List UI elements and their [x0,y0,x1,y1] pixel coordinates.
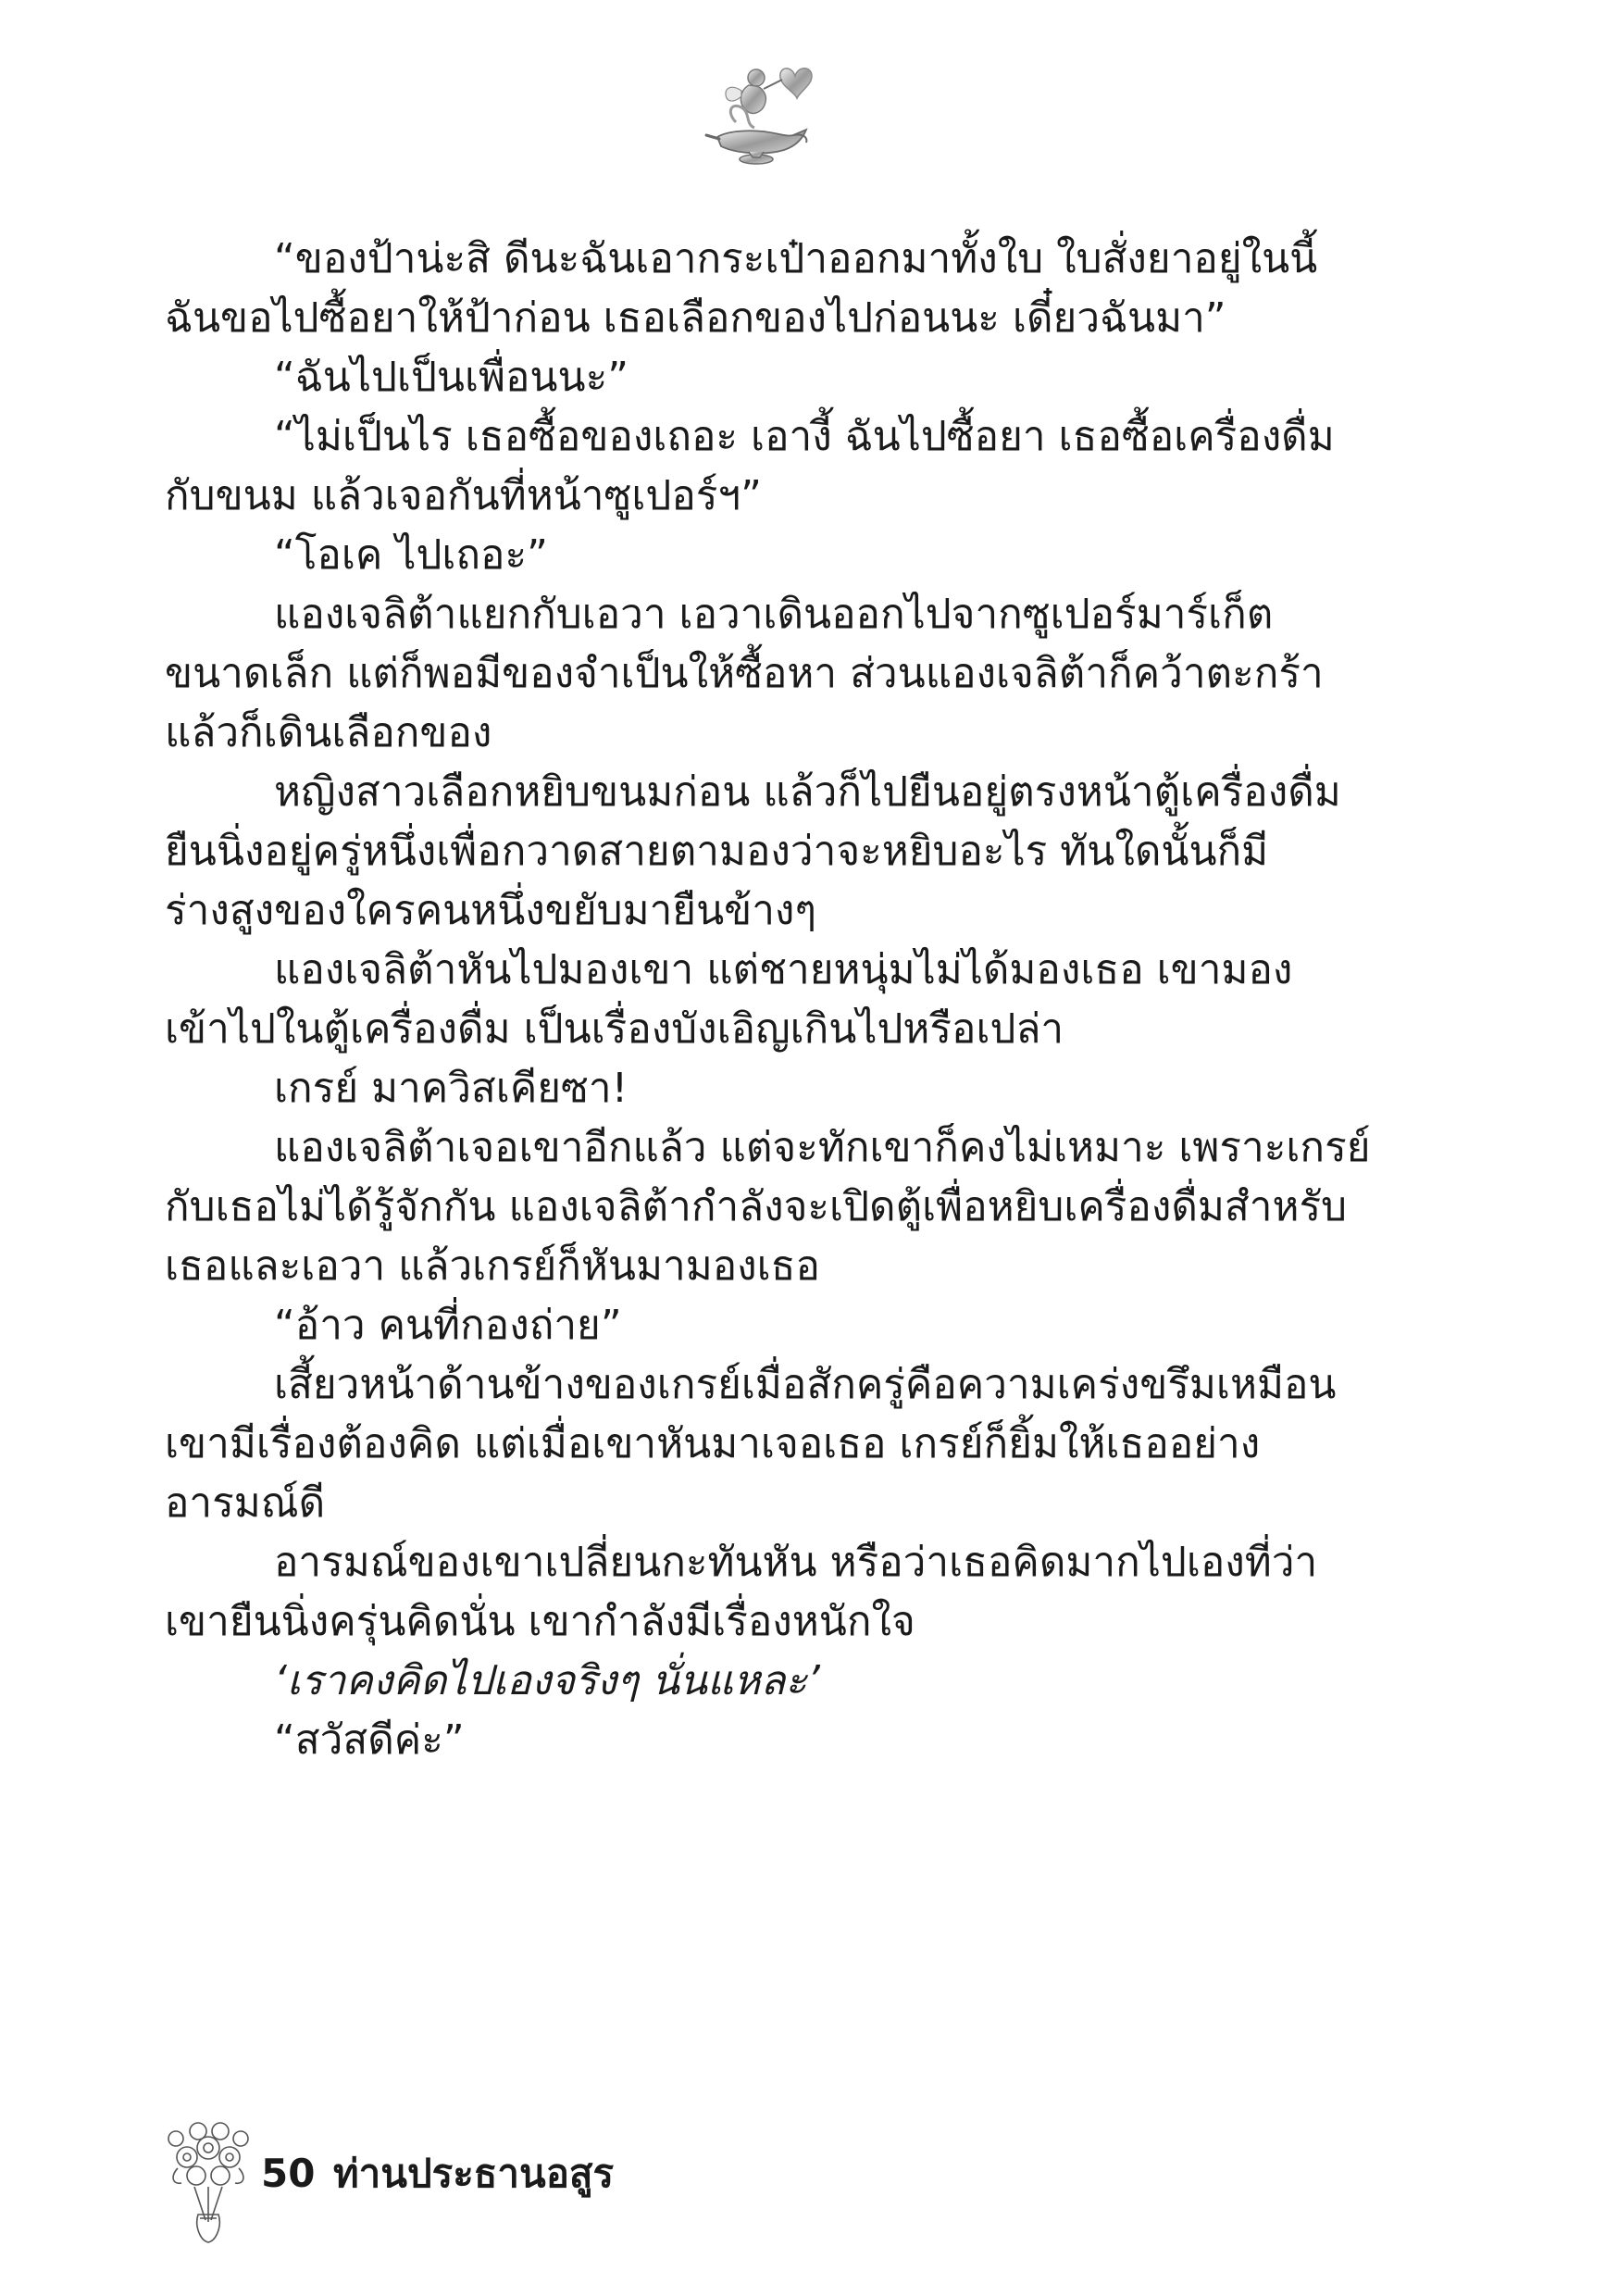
text-line: เขายืนนิ่งครุ่นคิดนั่น เขากำลังมีเรื่องหนักใจ [165,1598,915,1645]
text-line: กับขนม แล้วเจอกันที่หน้าซูเปอร์ฯ” [165,472,762,519]
text-line: หญิงสาวเลือกหยิบขนมก่อน แล้วก็ไปยืนอยู่ตรงหน้าตู้เครื่องดื่ม [274,768,1341,816]
flower-bouquet-icon [157,2111,259,2250]
body-text [165,230,1371,1770]
text-line: กับเธอไม่ได้รู้จักกัน แองเจลิต้ากำลังจะเปิดตู้เพื่อหยิบเครื่องดื่มสำหรับ [165,1183,1348,1230]
text-line: ขนาดเล็ก แต่ก็พอมีของจำเป็นให้ซื้อหา ส่วนแองเจลิต้าก็คว้าตะกร้า [165,650,1324,697]
page-number: 50 [261,2151,316,2196]
text-line: ฉันขอไปซื้อยาให้ป้าก่อน เธอเลือกของไปก่อนนะ เดี๋ยวฉันมา” [165,294,1226,342]
text-line: แล้วก็เดินเลือกของ [165,709,492,756]
text-line: “โอเค ไปเถอะ” [274,531,548,579]
text-line: “ไม่เป็นไร เธอซื้อของเถอะ เอางี้ ฉันไปซื้อยา เธอซื้อเครื่องดื่ม [274,413,1335,460]
text-line: “ของป้าน่ะสิ ดีนะฉันเอากระเป๋าออกมาทั้งใบ ใบสั่งยาอยู่ในนี้ [274,235,1318,282]
text-line: อารมณ์ดี [165,1479,326,1527]
text-line: เธอและเอวา แล้วเกรย์ก็หันมามองเธอ [165,1242,820,1290]
text-line: แองเจลิต้าแยกกับเอวา เอวาเดินออกไปจากซูเปอร์มาร์เก็ต [274,591,1274,638]
text-line-italic: ‘เราคงคิดไปเองจริงๆ นั่นแหละ’ [274,1657,820,1704]
text-line: แองเจลิต้าหันไปมองเขา แต่ชายหนุ่มไม่ได้มองเธอ เขามอง [274,946,1293,993]
text-line: แองเจลิต้าเจอเขาอีกแล้ว แต่จะทักเขาก็คงไม่เหมาะ เพราะเกรย์ [274,1124,1371,1171]
page-footer [157,2111,805,2250]
text-line: อารมณ์ของเขาเปลี่ยนกะทันหัน หรือว่าเธอคิดมากไปเองที่ว่า [274,1539,1318,1586]
text-line: ร่างสูงของใครคนหนึ่งขยับมายืนข้างๆ [165,887,817,934]
text-line: เขามีเรื่องต้องคิด แต่เมื่อเขาหันมาเจอเธอ เกรย์ก็ยิ้มให้เธออย่าง [165,1420,1261,1467]
text-line: เข้าไปในตู้เครื่องดื่ม เป็นเรื่องบังเอิญเกินไปหรือเปล่า [165,1005,1064,1053]
text-line: “อ้าว คนที่กองถ่าย” [274,1302,622,1349]
book-title: ท่านประธานอสูร [333,2151,615,2196]
text-line: “สวัสดีค่ะ” [274,1716,465,1764]
text-line: เกรย์ มาควิสเคียซา! [274,1065,629,1112]
cupid-lamp-ornament-icon [699,57,819,168]
text-line: “ฉันไปเป็นเพื่อนนะ” [274,354,629,401]
text-line: เสี้ยวหน้าด้านข้างของเกรย์เมื่อสักครู่คือความเคร่งขรึมเหมือน [274,1361,1337,1408]
text-line: ยืนนิ่งอยู่ครู่หนึ่งเพื่อกวาดสายตามองว่าจะหยิบอะไร ทันใดนั้นก็มี [165,828,1269,875]
